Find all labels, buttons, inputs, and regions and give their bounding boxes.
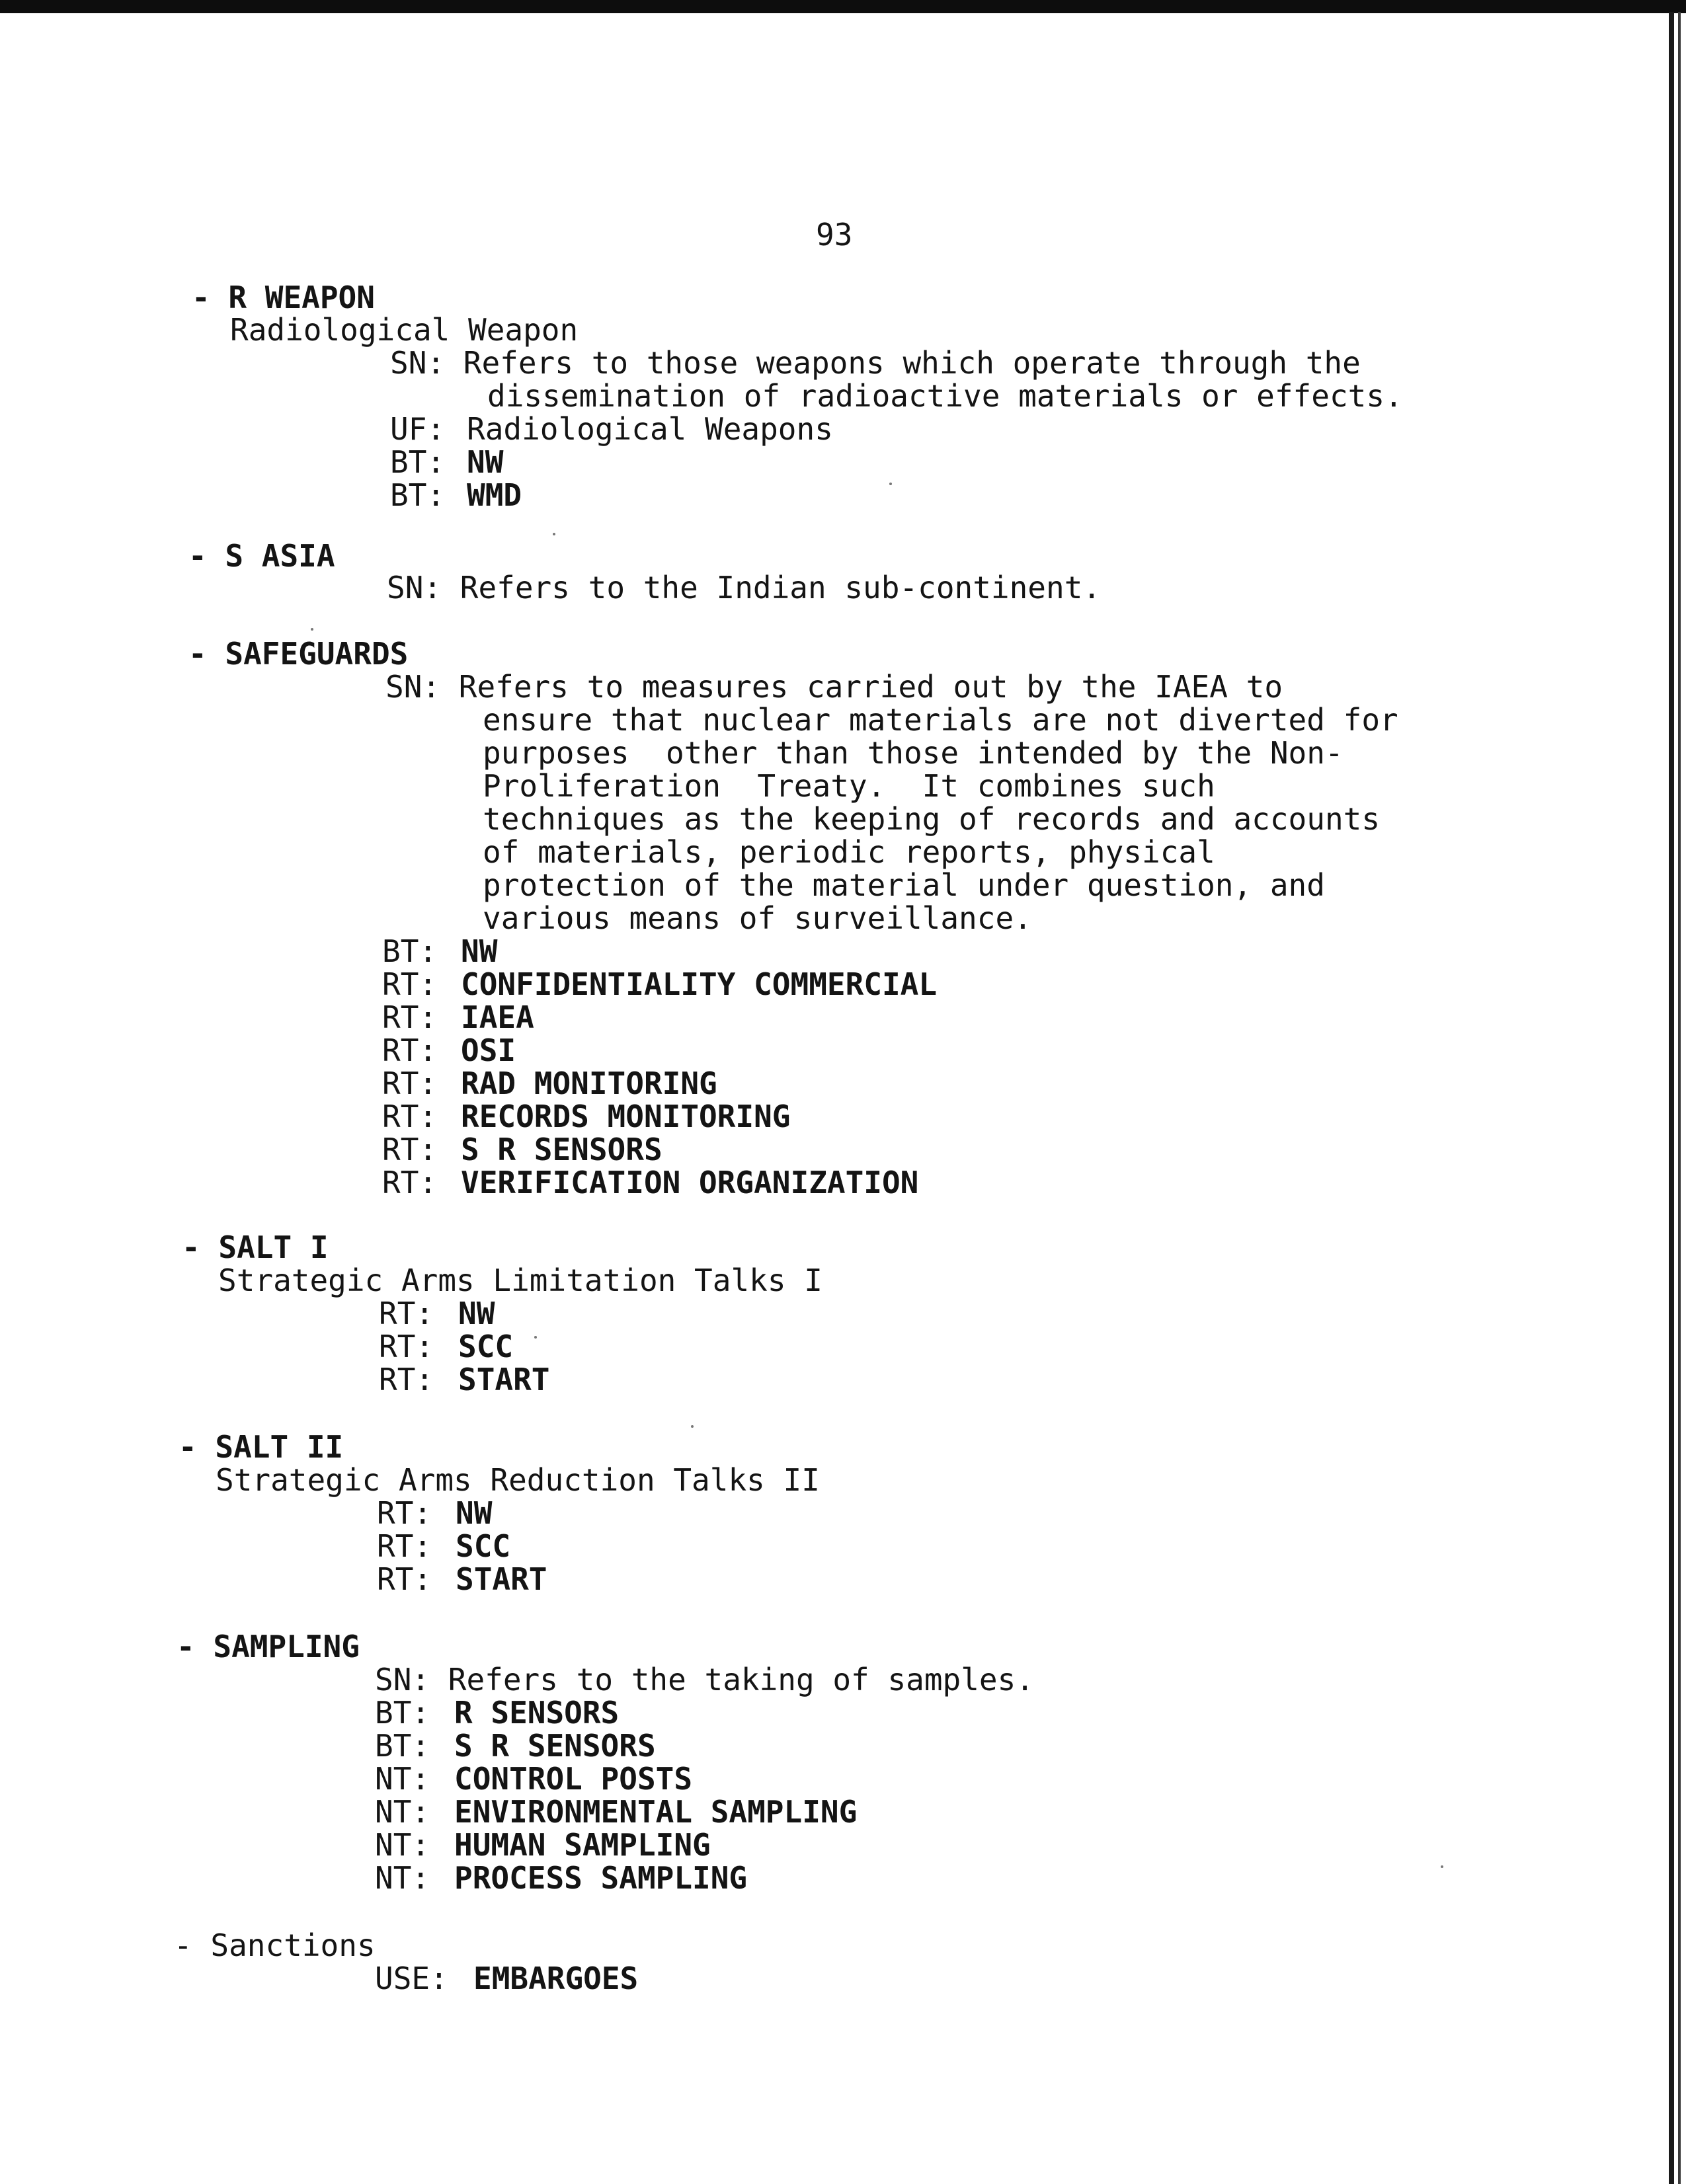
scan-speck [534,1336,537,1339]
relation-term: WMD [467,477,522,513]
scope-note-line: SN: Refers to those weapons which operate through the [390,345,1361,381]
relation-label: RT: [382,1165,438,1200]
relation-label: NT: [375,1794,430,1830]
scan-right-edge [1669,12,1674,2184]
relation-label: RT: [382,999,438,1035]
relation-label: RT: [382,1066,438,1101]
entry-heading: - S ASIA [188,538,335,574]
scan-speck [691,1425,694,1428]
entry-full-name: Radiological Weapon [230,312,579,348]
relation-label: UF: [390,411,446,447]
relation-term: NW [456,1495,493,1531]
relation-label: RT: [379,1329,434,1364]
relation-label: BT: [375,1695,430,1731]
entry-heading: - SALT II [179,1429,344,1465]
relation-term: START [458,1362,550,1397]
scope-note-line: various means of surveillance. [483,900,1032,936]
scope-note-line: Proliferation Treaty. It combines such [483,768,1215,804]
relation-term: S R SENSORS [461,1132,662,1167]
relation-label: NT: [375,1761,430,1797]
entry-heading: - SALT I [182,1229,329,1265]
entry-full-name: Strategic Arms Limitation Talks I [218,1263,823,1298]
page-number: 93 [816,217,853,253]
scope-note-line: purposes other than those intended by the Non- [483,735,1344,771]
relation-label: BT: [390,477,446,513]
relation-label: RT: [377,1495,432,1531]
relation-term: CONTROL POSTS [454,1761,693,1797]
scope-note-line: protection of the material under question, and [483,867,1325,903]
scan-speck [311,628,313,631]
scan-speck [1441,1865,1443,1868]
relation-label: NT: [375,1860,430,1896]
relation-label: RT: [382,1099,438,1134]
relation-term: NW [461,933,498,969]
relation-label: RT: [379,1296,434,1331]
relation-term: NW [458,1296,495,1331]
relation-term: VERIFICATION ORGANIZATION [461,1165,919,1200]
relation-label: RT: [382,966,438,1002]
scope-note-line: dissemination of radioactive materials or effects. [487,378,1403,414]
relation-label: RT: [382,1033,438,1068]
relation-label: RT: [377,1528,432,1564]
relation-term: S R SENSORS [454,1728,656,1764]
relation-label: RT: [377,1561,432,1597]
relation-term: RECORDS MONITORING [461,1099,791,1134]
relation-term: RAD MONITORING [461,1066,717,1101]
relation-term: SCC [456,1528,511,1564]
entry-heading: - R WEAPON [192,280,375,315]
relation-label: BT: [390,444,446,480]
relation-label: USE: [375,1961,448,1996]
relation-label: RT: [382,1132,438,1167]
scope-note-line: techniques as the keeping of records and accounts [483,801,1381,837]
entry-full-name: Strategic Arms Reduction Talks II [216,1462,820,1498]
relation-term: START [456,1561,547,1597]
scope-note-line: SN: Refers to the Indian sub-continent. [387,570,1102,605]
entry-heading: - SAFEGUARDS [188,636,409,672]
relation-label: BT: [375,1728,430,1764]
scope-note-line: ensure that nuclear materials are not diverted for [483,702,1398,738]
scan-right-edge-inner [1678,12,1681,2184]
relation-term: PROCESS SAMPLING [454,1860,748,1896]
relation-label: BT: [382,933,438,969]
relation-label: RT: [379,1362,434,1397]
scan-top-edge [0,0,1686,13]
relation-term: SCC [458,1329,514,1364]
relation-term: IAEA [461,999,534,1035]
relation-term: Radiological Weapons [467,411,833,447]
scope-note-line: SN: Refers to the taking of samples. [375,1662,1034,1697]
scope-note-line: of materials, periodic reports, physical [483,834,1215,870]
relation-term: EMBARGOES [473,1961,639,1996]
entry-heading: - SAMPLING [177,1629,360,1664]
relation-term: NW [467,444,504,480]
scan-speck [553,533,555,535]
entry-heading: - Sanctions [174,1928,376,1963]
scope-note-line: SN: Refers to measures carried out by the IAEA to [385,669,1283,705]
scan-speck [889,483,892,485]
relation-term: ENVIRONMENTAL SAMPLING [454,1794,858,1830]
relation-term: CONFIDENTIALITY COMMERCIAL [461,966,938,1002]
relation-label: NT: [375,1827,430,1863]
relation-term: HUMAN SAMPLING [454,1827,711,1863]
relation-term: OSI [461,1033,516,1068]
relation-term: R SENSORS [454,1695,620,1731]
